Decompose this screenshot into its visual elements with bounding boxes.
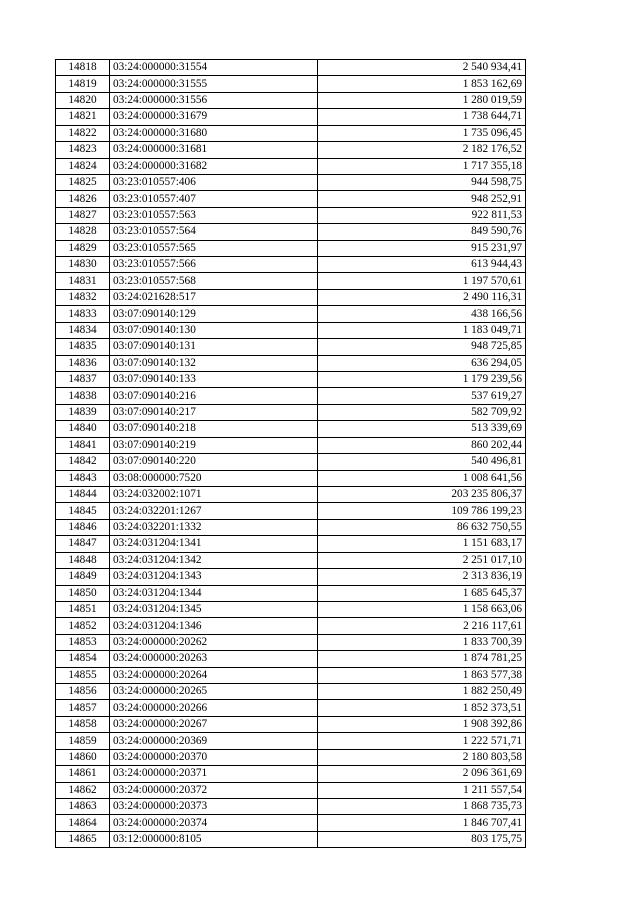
row-number-cell: 14831 [56,273,110,289]
cadastral-value-cell: 203 235 806,37 [318,486,526,502]
cadastral-number-cell: 03:07:090140:220 [110,454,318,470]
table-row [56,174,526,190]
cadastral-value-cell: 540 496,81 [318,454,526,470]
table-row [56,60,526,76]
table-row [56,224,526,240]
cadastral-number-cell: 03:24:000000:20374 [110,815,318,831]
row-number-cell: 14837 [56,372,110,388]
cadastral-number-cell: 03:24:000000:20265 [110,684,318,700]
cadastral-number-cell: 03:23:010557:564 [110,224,318,240]
table-row [56,552,526,568]
cadastral-number-cell: 03:24:031204:1342 [110,552,318,568]
cadastral-value-table [55,59,526,848]
cadastral-number-cell: 03:24:032002:1071 [110,486,318,502]
cadastral-number-cell: 03:07:090140:218 [110,421,318,437]
cadastral-value-cell: 2 313 836,19 [318,569,526,585]
table-row [56,388,526,404]
row-number-cell: 14846 [56,519,110,535]
row-number-cell: 14850 [56,585,110,601]
row-number-cell: 14824 [56,158,110,174]
row-number-cell: 14851 [56,601,110,617]
table-row [56,322,526,338]
table-row [56,684,526,700]
cadastral-value-cell: 1 158 663,06 [318,601,526,617]
cadastral-value-cell: 1 685 645,37 [318,585,526,601]
row-number-cell: 14862 [56,782,110,798]
table-row [56,142,526,158]
cadastral-value-cell: 922 811,53 [318,207,526,223]
cadastral-number-cell: 03:24:000000:20262 [110,634,318,650]
cadastral-value-cell: 1 717 355,18 [318,158,526,174]
cadastral-number-cell: 03:24:000000:31679 [110,109,318,125]
table-row [56,158,526,174]
cadastral-number-cell: 03:07:090140:130 [110,322,318,338]
cadastral-value-cell: 636 294,05 [318,355,526,371]
table-row [56,569,526,585]
row-number-cell: 14842 [56,454,110,470]
table-row [56,749,526,765]
cadastral-value-cell: 803 175,75 [318,831,526,847]
row-number-cell: 14840 [56,421,110,437]
cadastral-value-cell: 2 180 803,58 [318,749,526,765]
cadastral-value-cell: 1 222 571,71 [318,733,526,749]
cadastral-value-cell: 513 339,69 [318,421,526,437]
row-number-cell: 14832 [56,289,110,305]
row-number-cell: 14834 [56,322,110,338]
cadastral-value-cell: 582 709,92 [318,404,526,420]
cadastral-value-cell: 1 280 019,59 [318,92,526,108]
row-number-cell: 14829 [56,240,110,256]
row-number-cell: 14826 [56,191,110,207]
table-row [56,421,526,437]
cadastral-value-cell: 2 540 934,41 [318,60,526,76]
cadastral-number-cell: 03:24:000000:31681 [110,142,318,158]
table-row [56,306,526,322]
row-number-cell: 14855 [56,667,110,683]
row-number-cell: 14849 [56,569,110,585]
cadastral-number-cell: 03:07:090140:219 [110,437,318,453]
cadastral-number-cell: 03:07:090140:217 [110,404,318,420]
cadastral-value-cell: 2 490 116,31 [318,289,526,305]
table-row [56,831,526,847]
table-row [56,454,526,470]
cadastral-number-cell: 03:23:010557:563 [110,207,318,223]
cadastral-value-cell: 849 590,76 [318,224,526,240]
cadastral-number-cell: 03:24:000000:31554 [110,60,318,76]
row-number-cell: 14847 [56,536,110,552]
cadastral-number-cell: 03:23:010557:566 [110,257,318,273]
table-row [56,339,526,355]
row-number-cell: 14857 [56,700,110,716]
row-number-cell: 14830 [56,257,110,273]
row-number-cell: 14823 [56,142,110,158]
table-row [56,404,526,420]
table-row [56,191,526,207]
cadastral-number-cell: 03:24:000000:20373 [110,798,318,814]
table-row [56,207,526,223]
table-row [56,503,526,519]
table-row [56,470,526,486]
cadastral-value-cell: 1 868 735,73 [318,798,526,814]
cadastral-value-cell: 438 166,56 [318,306,526,322]
table-row [56,125,526,141]
cadastral-number-cell: 03:24:032201:1267 [110,503,318,519]
cadastral-number-cell: 03:24:000000:20267 [110,716,318,732]
table-row [56,601,526,617]
table-row [56,815,526,831]
cadastral-number-cell: 03:24:000000:20371 [110,766,318,782]
cadastral-value-cell: 1 008 641,56 [318,470,526,486]
cadastral-value-cell: 537 619,27 [318,388,526,404]
row-number-cell: 14828 [56,224,110,240]
cadastral-value-cell: 948 252,91 [318,191,526,207]
cadastral-number-cell: 03:24:000000:20370 [110,749,318,765]
row-number-cell: 14861 [56,766,110,782]
cadastral-value-cell: 948 725,85 [318,339,526,355]
cadastral-value-cell: 1 833 700,39 [318,634,526,650]
row-number-cell: 14827 [56,207,110,223]
cadastral-number-cell: 03:24:031204:1345 [110,601,318,617]
cadastral-number-cell: 03:07:090140:131 [110,339,318,355]
row-number-cell: 14822 [56,125,110,141]
cadastral-value-cell: 1 738 644,71 [318,109,526,125]
table-row [56,92,526,108]
table-row [56,372,526,388]
row-number-cell: 14835 [56,339,110,355]
row-number-cell: 14854 [56,651,110,667]
cadastral-number-cell: 03:24:000000:31682 [110,158,318,174]
cadastral-value-cell: 1 908 392,86 [318,716,526,732]
table-row [56,651,526,667]
cadastral-value-cell: 1 151 683,17 [318,536,526,552]
cadastral-number-cell: 03:07:090140:132 [110,355,318,371]
table-body [56,60,526,848]
cadastral-value-cell: 1 735 096,45 [318,125,526,141]
cadastral-number-cell: 03:23:010557:406 [110,174,318,190]
cadastral-number-cell: 03:24:000000:31680 [110,125,318,141]
row-number-cell: 14819 [56,76,110,92]
table-row [56,798,526,814]
row-number-cell: 14858 [56,716,110,732]
table-row [56,536,526,552]
cadastral-number-cell: 03:24:031204:1343 [110,569,318,585]
cadastral-number-cell: 03:24:000000:20266 [110,700,318,716]
row-number-cell: 14833 [56,306,110,322]
cadastral-value-cell: 109 786 199,23 [318,503,526,519]
table-row [56,634,526,650]
row-number-cell: 14841 [56,437,110,453]
cadastral-value-cell: 1 211 557,54 [318,782,526,798]
row-number-cell: 14864 [56,815,110,831]
table-row [56,240,526,256]
table-row [56,109,526,125]
cadastral-number-cell: 03:23:010557:407 [110,191,318,207]
cadastral-number-cell: 03:24:000000:20372 [110,782,318,798]
table-row [56,766,526,782]
row-number-cell: 14825 [56,174,110,190]
row-number-cell: 14838 [56,388,110,404]
row-number-cell: 14839 [56,404,110,420]
cadastral-value-cell: 1 874 781,25 [318,651,526,667]
cadastral-value-cell: 1 882 250,49 [318,684,526,700]
cadastral-value-cell: 915 231,97 [318,240,526,256]
cadastral-value-cell: 2 182 176,52 [318,142,526,158]
cadastral-value-cell: 944 598,75 [318,174,526,190]
row-number-cell: 14820 [56,92,110,108]
cadastral-number-cell: 03:24:031204:1344 [110,585,318,601]
cadastral-value-cell: 2 096 361,69 [318,766,526,782]
row-number-cell: 14845 [56,503,110,519]
table-row [56,733,526,749]
cadastral-value-cell: 1 853 162,69 [318,76,526,92]
cadastral-number-cell: 03:24:000000:31555 [110,76,318,92]
cadastral-number-cell: 03:24:021628:517 [110,289,318,305]
cadastral-number-cell: 03:07:090140:133 [110,372,318,388]
cadastral-value-cell: 86 632 750,55 [318,519,526,535]
cadastral-number-cell: 03:24:000000:20263 [110,651,318,667]
cadastral-value-cell: 1 863 577,38 [318,667,526,683]
table-row [56,667,526,683]
row-number-cell: 14848 [56,552,110,568]
cadastral-number-cell: 03:07:090140:216 [110,388,318,404]
cadastral-number-cell: 03:23:010557:565 [110,240,318,256]
table-row [56,486,526,502]
row-number-cell: 14865 [56,831,110,847]
cadastral-number-cell: 03:24:000000:31556 [110,92,318,108]
table-row [56,76,526,92]
cadastral-value-cell: 1 197 570,61 [318,273,526,289]
cadastral-value-cell: 2 216 117,61 [318,618,526,634]
cadastral-number-cell: 03:24:000000:20369 [110,733,318,749]
cadastral-number-cell: 03:24:032201:1332 [110,519,318,535]
row-number-cell: 14852 [56,618,110,634]
table-row [56,700,526,716]
row-number-cell: 14853 [56,634,110,650]
row-number-cell: 14836 [56,355,110,371]
table-row [56,437,526,453]
cadastral-number-cell: 03:12:000000:8105 [110,831,318,847]
row-number-cell: 14856 [56,684,110,700]
row-number-cell: 14843 [56,470,110,486]
table-row [56,273,526,289]
table-row [56,618,526,634]
cadastral-value-cell: 1 852 373,51 [318,700,526,716]
table-row [56,355,526,371]
row-number-cell: 14844 [56,486,110,502]
table-row [56,782,526,798]
row-number-cell: 14821 [56,109,110,125]
cadastral-number-cell: 03:24:031204:1341 [110,536,318,552]
cadastral-number-cell: 03:08:000000:7520 [110,470,318,486]
cadastral-value-cell: 1 846 707,41 [318,815,526,831]
cadastral-number-cell: 03:24:000000:20264 [110,667,318,683]
cadastral-number-cell: 03:23:010557:568 [110,273,318,289]
row-number-cell: 14860 [56,749,110,765]
cadastral-value-cell: 1 183 049,71 [318,322,526,338]
row-number-cell: 14818 [56,60,110,76]
table-row [56,257,526,273]
row-number-cell: 14863 [56,798,110,814]
cadastral-value-cell: 1 179 239,56 [318,372,526,388]
cadastral-number-cell: 03:24:031204:1346 [110,618,318,634]
table-row [56,519,526,535]
cadastral-number-cell: 03:07:090140:129 [110,306,318,322]
cadastral-value-cell: 2 251 017,10 [318,552,526,568]
table-row [56,289,526,305]
cadastral-value-cell: 860 202,44 [318,437,526,453]
row-number-cell: 14859 [56,733,110,749]
table-row [56,716,526,732]
cadastral-value-cell: 613 944,43 [318,257,526,273]
table-row [56,585,526,601]
